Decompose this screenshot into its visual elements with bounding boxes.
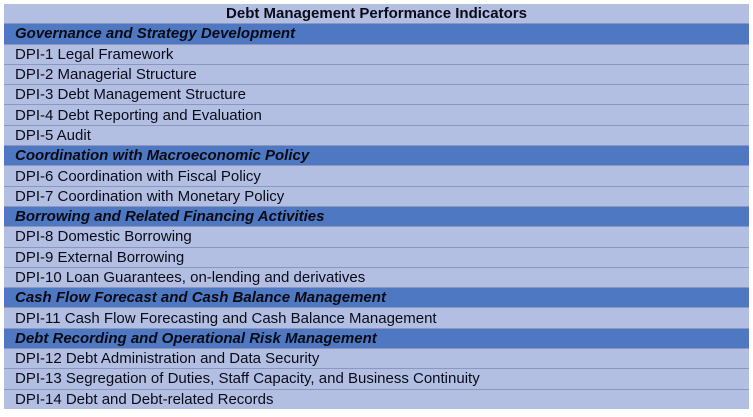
indicator-cell: DPI-11 Cash Flow Forecasting and Cash Balance Management (4, 308, 749, 328)
indicator-cell: DPI-8 Domestic Borrowing (4, 227, 749, 247)
table-row (4, 267, 749, 287)
table-row (4, 166, 749, 186)
section-heading: Cash Flow Forecast and Cash Balance Management (4, 288, 749, 308)
table-row (4, 64, 749, 84)
indicator-cell: DPI-1 Legal Framework (4, 44, 749, 64)
section-heading: Governance and Strategy Development (4, 24, 749, 44)
indicator-cell: DPI-9 External Borrowing (4, 247, 749, 267)
indicator-cell: DPI-13 Segregation of Duties, Staff Capacity, and Business Continuity (4, 369, 749, 389)
dpi-table (4, 4, 749, 409)
table-row (4, 369, 749, 389)
table-row (4, 227, 749, 247)
indicator-cell: DPI-6 Coordination with Fiscal Policy (4, 166, 749, 186)
indicator-cell: DPI-2 Managerial Structure (4, 64, 749, 84)
table-title: Debt Management Performance Indicators (4, 4, 749, 24)
table-row (4, 247, 749, 267)
section-heading: Borrowing and Related Financing Activities (4, 206, 749, 226)
section-heading-row (4, 288, 749, 308)
indicator-cell: DPI-5 Audit (4, 125, 749, 145)
section-heading: Debt Recording and Operational Risk Management (4, 328, 749, 348)
table-row (4, 349, 749, 369)
section-heading-row (4, 328, 749, 348)
table-row (4, 85, 749, 105)
section-heading-row (4, 146, 749, 166)
indicator-cell: DPI-4 Debt Reporting and Evaluation (4, 105, 749, 125)
table-row (4, 186, 749, 206)
indicator-cell: DPI-12 Debt Administration and Data Security (4, 349, 749, 369)
indicator-cell: DPI-10 Loan Guarantees, on-lending and derivatives (4, 267, 749, 287)
table-row (4, 105, 749, 125)
table-row (4, 308, 749, 328)
section-heading: Coordination with Macroeconomic Policy (4, 146, 749, 166)
indicator-cell: DPI-7 Coordination with Monetary Policy (4, 186, 749, 206)
table-title-row (4, 4, 749, 24)
indicator-cell: DPI-3 Debt Management Structure (4, 85, 749, 105)
indicator-cell: DPI-14 Debt and Debt-related Records (4, 389, 749, 409)
section-heading-row (4, 206, 749, 226)
section-heading-row (4, 24, 749, 44)
table-row (4, 125, 749, 145)
table-row (4, 389, 749, 409)
table-row (4, 44, 749, 64)
